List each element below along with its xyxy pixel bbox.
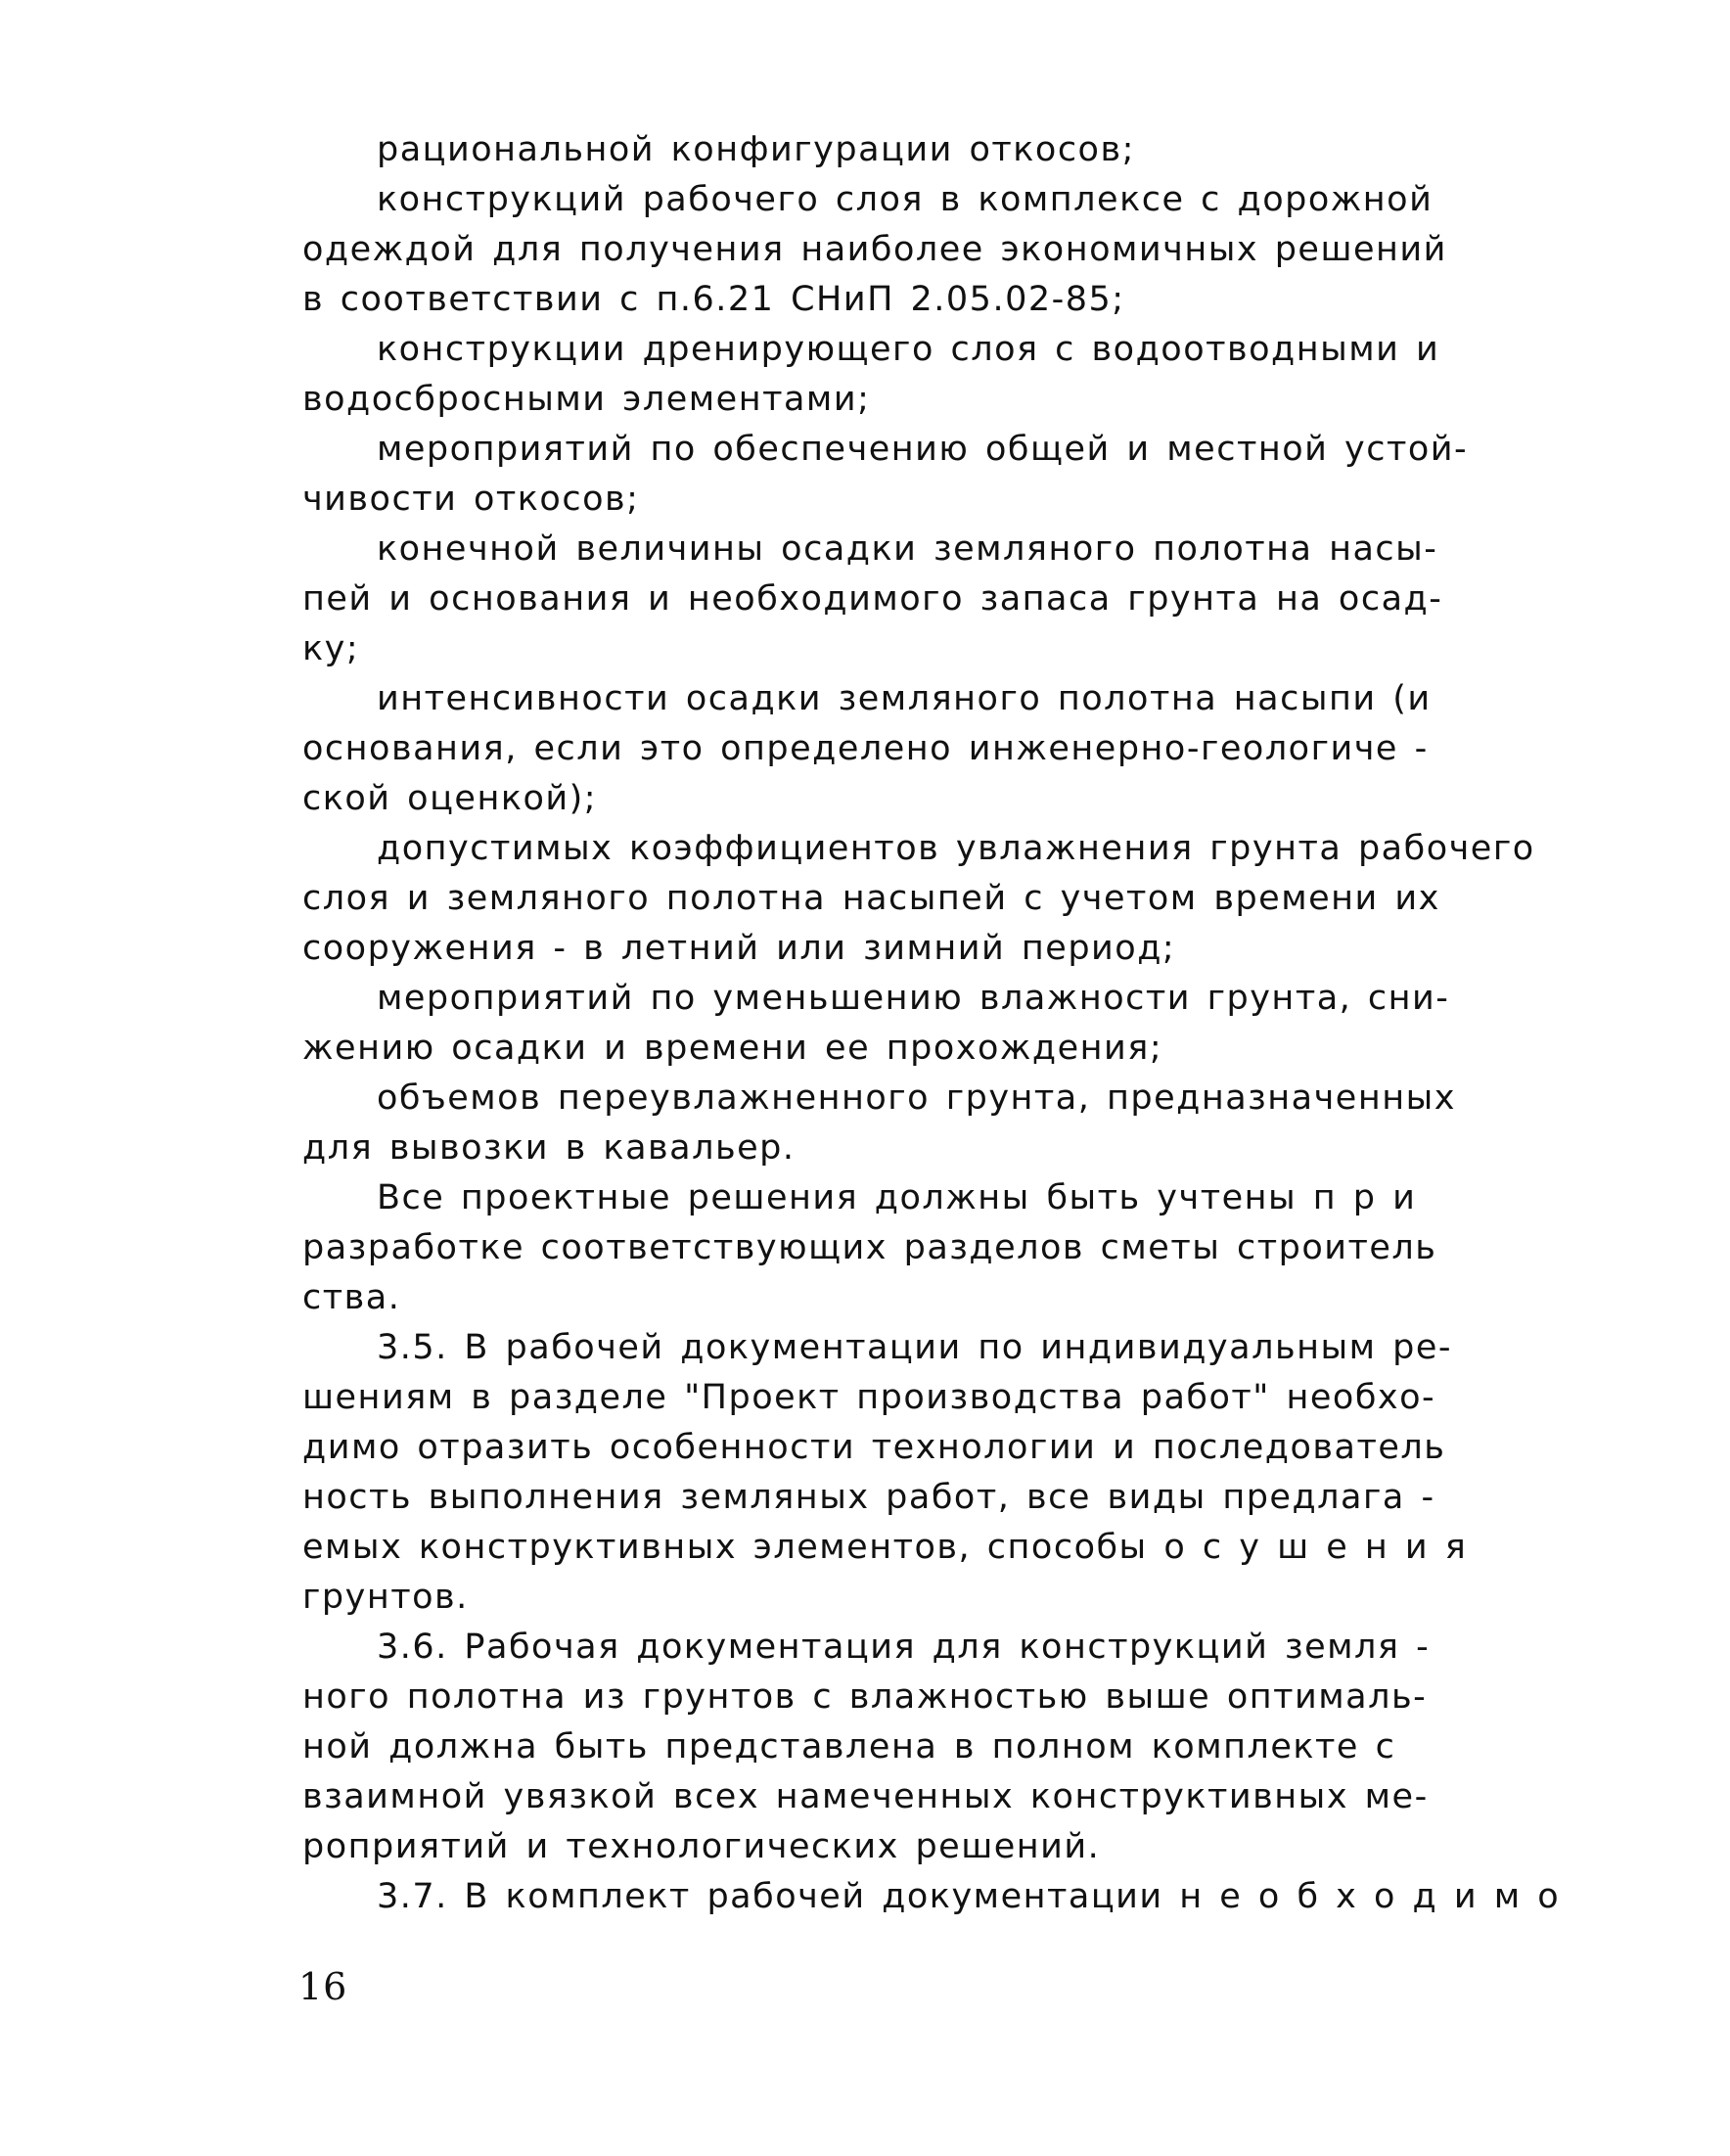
text-line: конструкций рабочего слоя в комплексе с дорожной xyxy=(377,180,1434,219)
text-line: слоя и земляного полотна насыпей с учетом времени их xyxy=(302,879,1440,918)
text-line: жению осадки и времени ее прохождения; xyxy=(302,1029,1163,1068)
text-line: в соответствии с п.6.21 СНиП 2.05.02-85; xyxy=(302,280,1125,319)
page-number: 16 xyxy=(298,1965,348,2008)
text-line: димо отразить особенности технологии и последователь xyxy=(302,1428,1446,1467)
text-line: Все проектные решения должны быть учтены п р и xyxy=(377,1178,1417,1217)
text-line: ства. xyxy=(302,1278,401,1317)
text-line: грунтов. xyxy=(302,1578,469,1617)
text-line: взаимной увязкой всех намеченных конструктивных ме- xyxy=(302,1777,1429,1816)
text-line: шениям в разделе "Проект производства работ" необхо- xyxy=(302,1378,1436,1417)
text-line: пей и основания и необходимого запаса грунта на осад- xyxy=(302,579,1443,619)
text-line: мероприятий по уменьшению влажности грунта, сни- xyxy=(377,979,1450,1018)
text-line: объемов переувлажненного грунта, предназначенных xyxy=(377,1078,1456,1118)
text-line: ской оценкой); xyxy=(302,779,598,818)
text-line: 3.7. В комплект рабочей документации н е о б х о д и м о xyxy=(377,1877,1561,1916)
text-line: конструкции дренирующего слоя с водоотводными и xyxy=(377,330,1440,369)
text-line: ность выполнения земляных работ, все виды предлага - xyxy=(302,1478,1435,1517)
text-line: ной должна быть представлена в полном комплекте с xyxy=(302,1727,1396,1766)
text-line: интенсивности осадки земляного полотна насыпи (и xyxy=(377,679,1432,718)
text-line: конечной величины осадки земляного полотна насы- xyxy=(377,529,1438,569)
text-line: сооружения - в летний или зимний период; xyxy=(302,929,1176,968)
text-line: 3.5. В рабочей документации по индивидуальным ре- xyxy=(377,1328,1453,1367)
text-line: ного полотна из грунтов с влажностью выше оптималь- xyxy=(302,1677,1428,1717)
text-line: одеждой для получения наиболее экономичных решений xyxy=(302,230,1447,269)
text-line: чивости откосов; xyxy=(302,480,640,519)
text-line: допустимых коэффициентов увлажнения грунта рабочего xyxy=(377,829,1535,868)
text-line: емых конструктивных элементов, способы о с у ш е н и я xyxy=(302,1528,1468,1567)
text-line: роприятий и технологических решений. xyxy=(302,1827,1101,1866)
text-line: водосбросными элементами; xyxy=(302,380,871,419)
text-line: ку; xyxy=(302,629,360,668)
text-line: 3.6. Рабочая документация для конструкций земля - xyxy=(377,1628,1431,1667)
text-line: рациональной конфигурации откосов; xyxy=(377,130,1135,169)
text-line: разработке соответствующих разделов сметы строитель xyxy=(302,1228,1437,1267)
text-line: основания, если это определено инженерно-геологиче - xyxy=(302,729,1429,768)
text-line: мероприятий по обеспечению общей и местной устой- xyxy=(377,430,1469,469)
text-line: для вывозки в кавальер. xyxy=(302,1128,796,1168)
document-body xyxy=(302,125,1570,1922)
